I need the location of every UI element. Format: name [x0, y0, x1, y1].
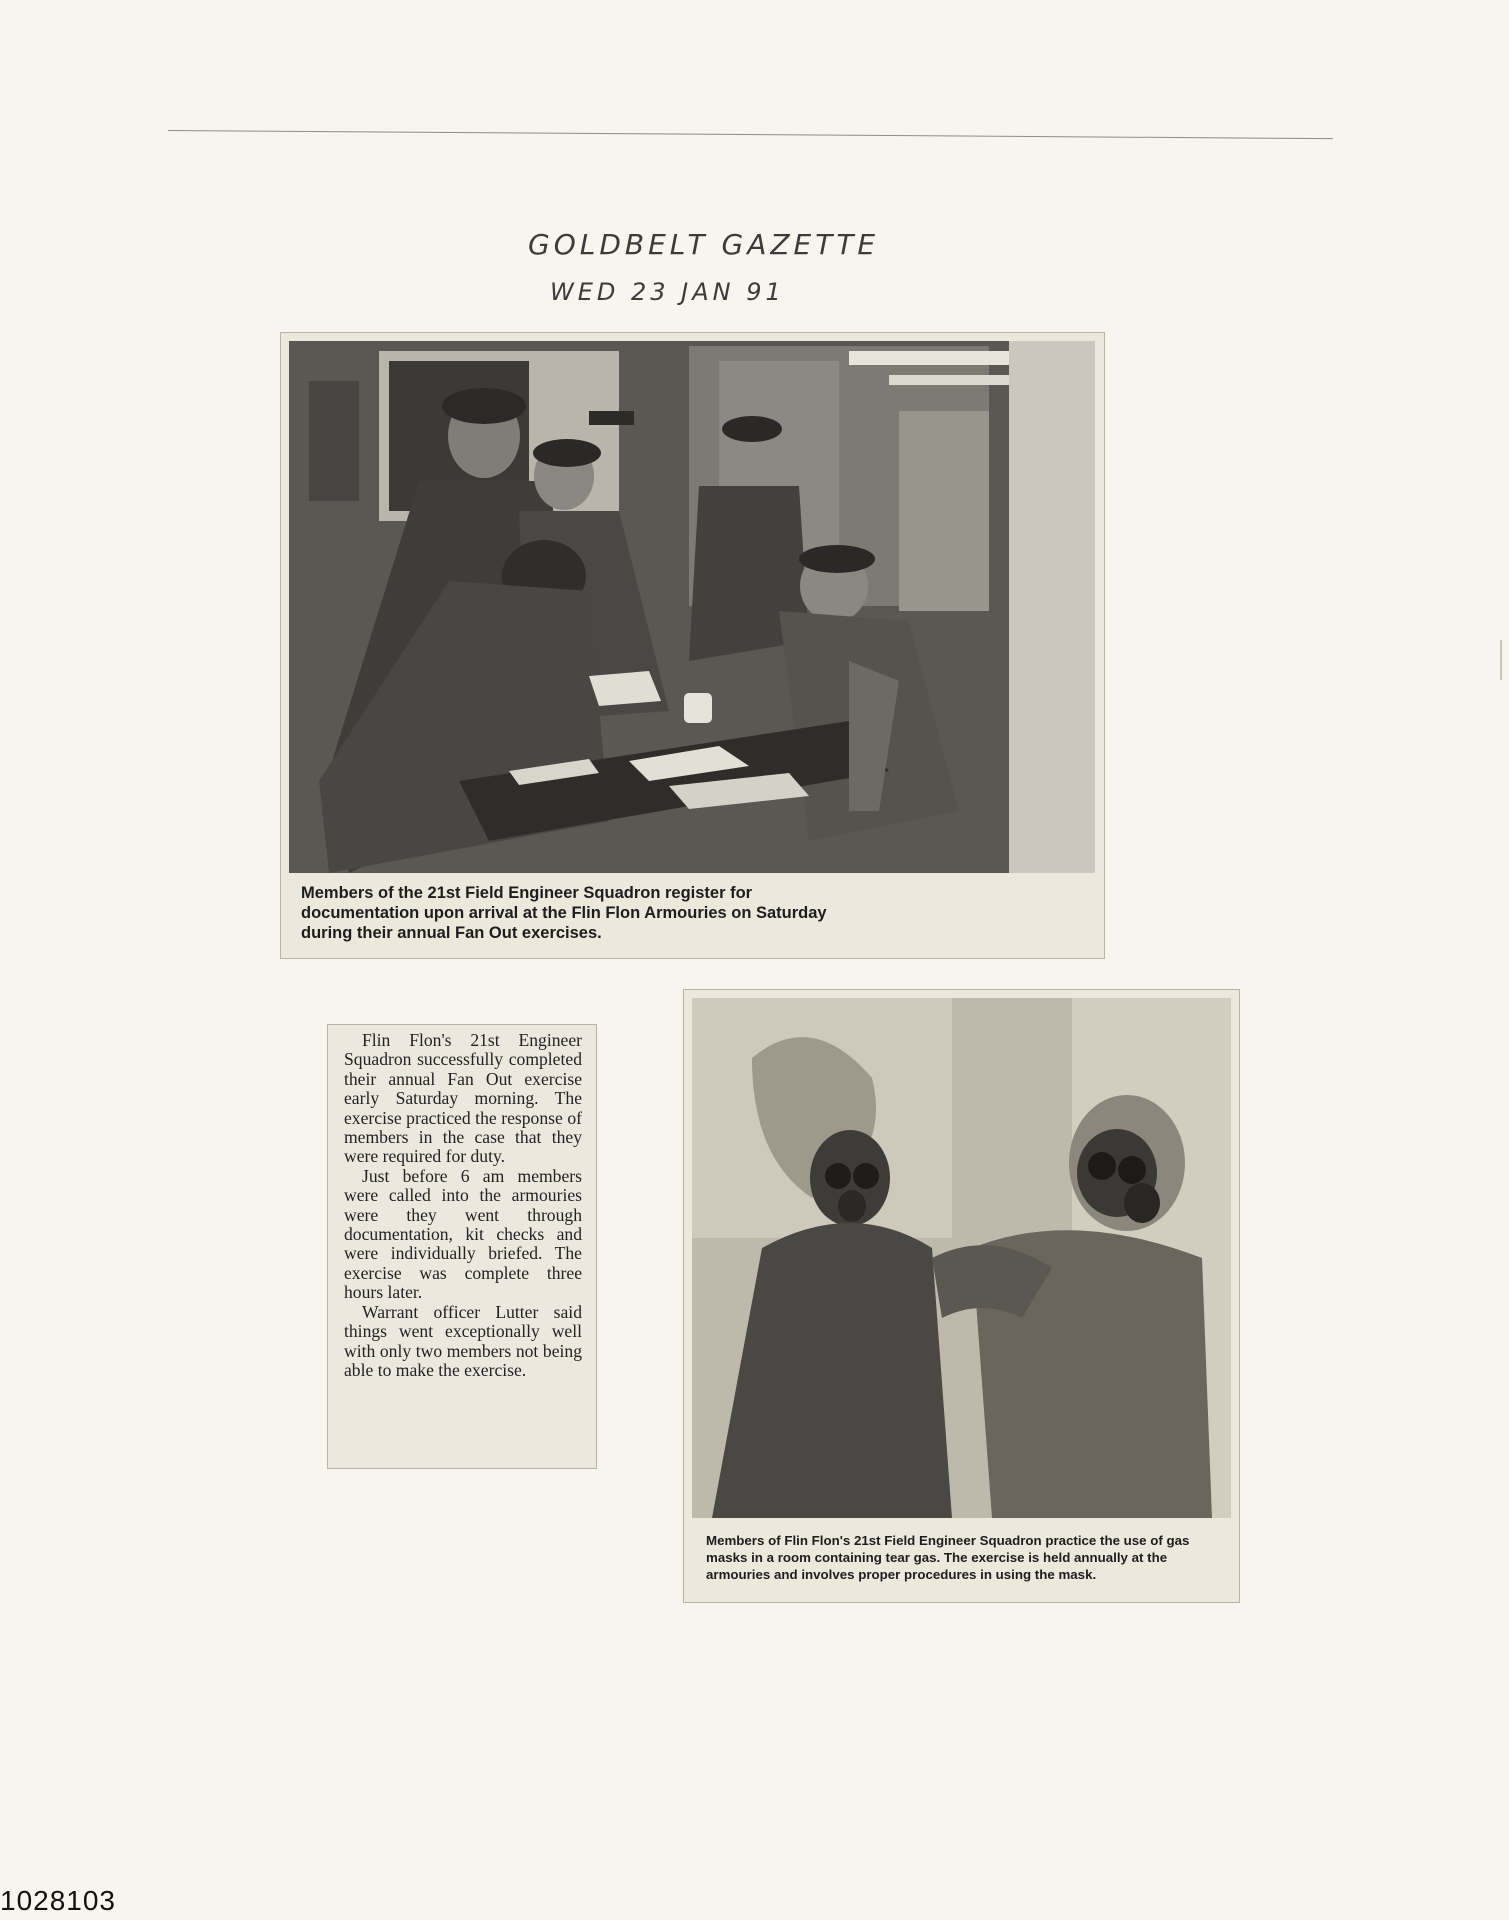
top-photo-caption: Members of the 21st Field Engineer Squadron register for documentation upon arrival at the Flin Flon Armouries on Saturday during their annual Fan Out exercises.: [301, 884, 827, 942]
date-handwritten: WED 23 JAN 91: [550, 278, 785, 306]
top-photo-clipping: [281, 333, 1104, 958]
gas-mask-photo-illustration: [692, 998, 1231, 1518]
article-paragraph: Just before 6 am members were called into the armouries were they went through documentation, kit checks and were individually briefed. The exercise was complete three hours later.: [344, 1165, 582, 1303]
page-edge-mark: [1500, 640, 1502, 680]
mounting-sheet-edge: [168, 130, 1333, 139]
article-paragraph: Warrant officer Lutter said things went exceptionally well with only two members not being able to make the exercise.: [344, 1301, 582, 1380]
gas-mask-photo: [692, 998, 1231, 1518]
article-body: [344, 1031, 582, 1380]
article-clipping: [328, 1025, 596, 1468]
registration-photo: [289, 341, 1095, 873]
bottom-photo-clipping: [684, 990, 1239, 1602]
publication-handwritten: GOLDBELT GAZETTE: [528, 228, 880, 261]
article-paragraph: Flin Flon's 21st Engineer Squadron successfully completed their annual Fan Out exercise early Saturday morning. The exercise practiced the response of members in the case that they were required for duty.: [344, 1030, 582, 1167]
registration-photo-illustration: [289, 341, 1095, 873]
bottom-photo-caption: Members of Flin Flon's 21st Field Engineer Squadron practice the use of gas masks in a room containing tear gas. The exercise is held annually at the armouries and involves proper procedures in using the mask.: [706, 1533, 1190, 1582]
document-id: 1028103: [0, 1885, 117, 1916]
